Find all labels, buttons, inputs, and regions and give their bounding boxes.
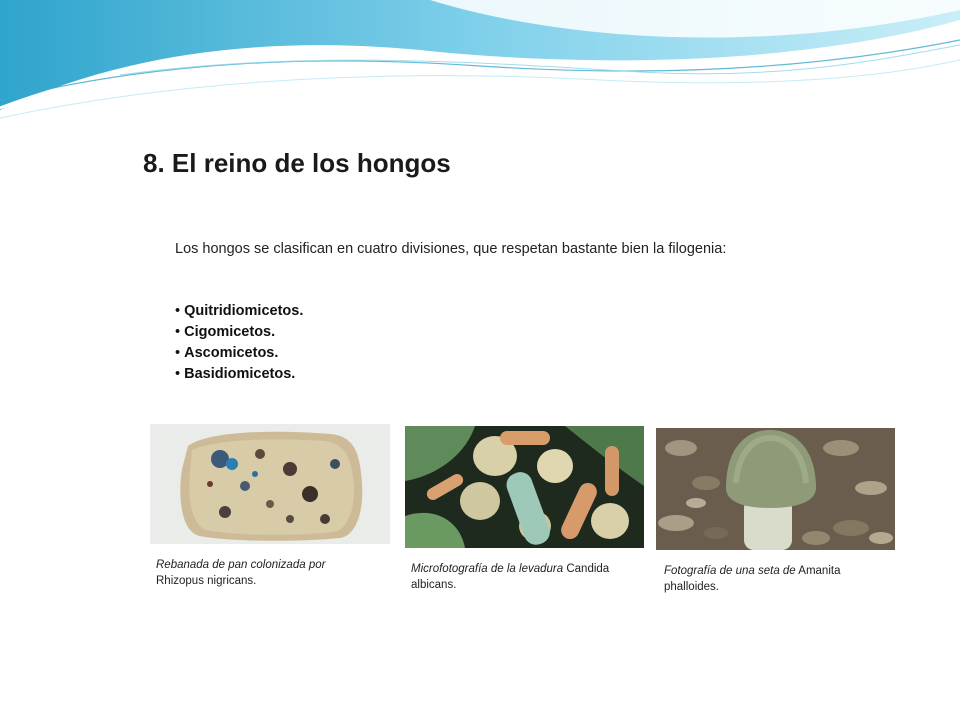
caption-text: Rebanada de pan colonizada por <box>156 559 326 571</box>
list-item: • Quitridiomicetos. <box>175 301 303 322</box>
caption-text: Microfotografía de la levadura <box>411 563 564 575</box>
caption-candida <box>411 561 639 593</box>
caption-bread <box>156 557 351 589</box>
page-title: 8. El reino de los hongos <box>143 148 451 178</box>
intro-paragraph: Los hongos se clasifican en cuatro divisiones, que respetan bastante bien la filogenia: <box>175 241 727 257</box>
candida-micrograph-photo <box>405 426 644 548</box>
list-item: • Ascomicetos. <box>175 343 303 364</box>
caption-species: Amanita phalloides. <box>664 565 841 593</box>
amanita-mushroom-photo <box>656 428 895 550</box>
list-item: • Basidiomicetos. <box>175 364 303 385</box>
list-item: • Cigomicetos. <box>175 322 303 343</box>
bread-mold-photo <box>150 424 390 544</box>
caption-text: Fotografía de una seta de <box>664 565 796 577</box>
divisions-list <box>175 301 303 385</box>
header-wave-decoration <box>0 0 960 130</box>
caption-species: Rhizopus nigricans. <box>156 575 257 587</box>
caption-species: Candida albicans. <box>411 563 610 591</box>
caption-amanita <box>664 563 884 595</box>
